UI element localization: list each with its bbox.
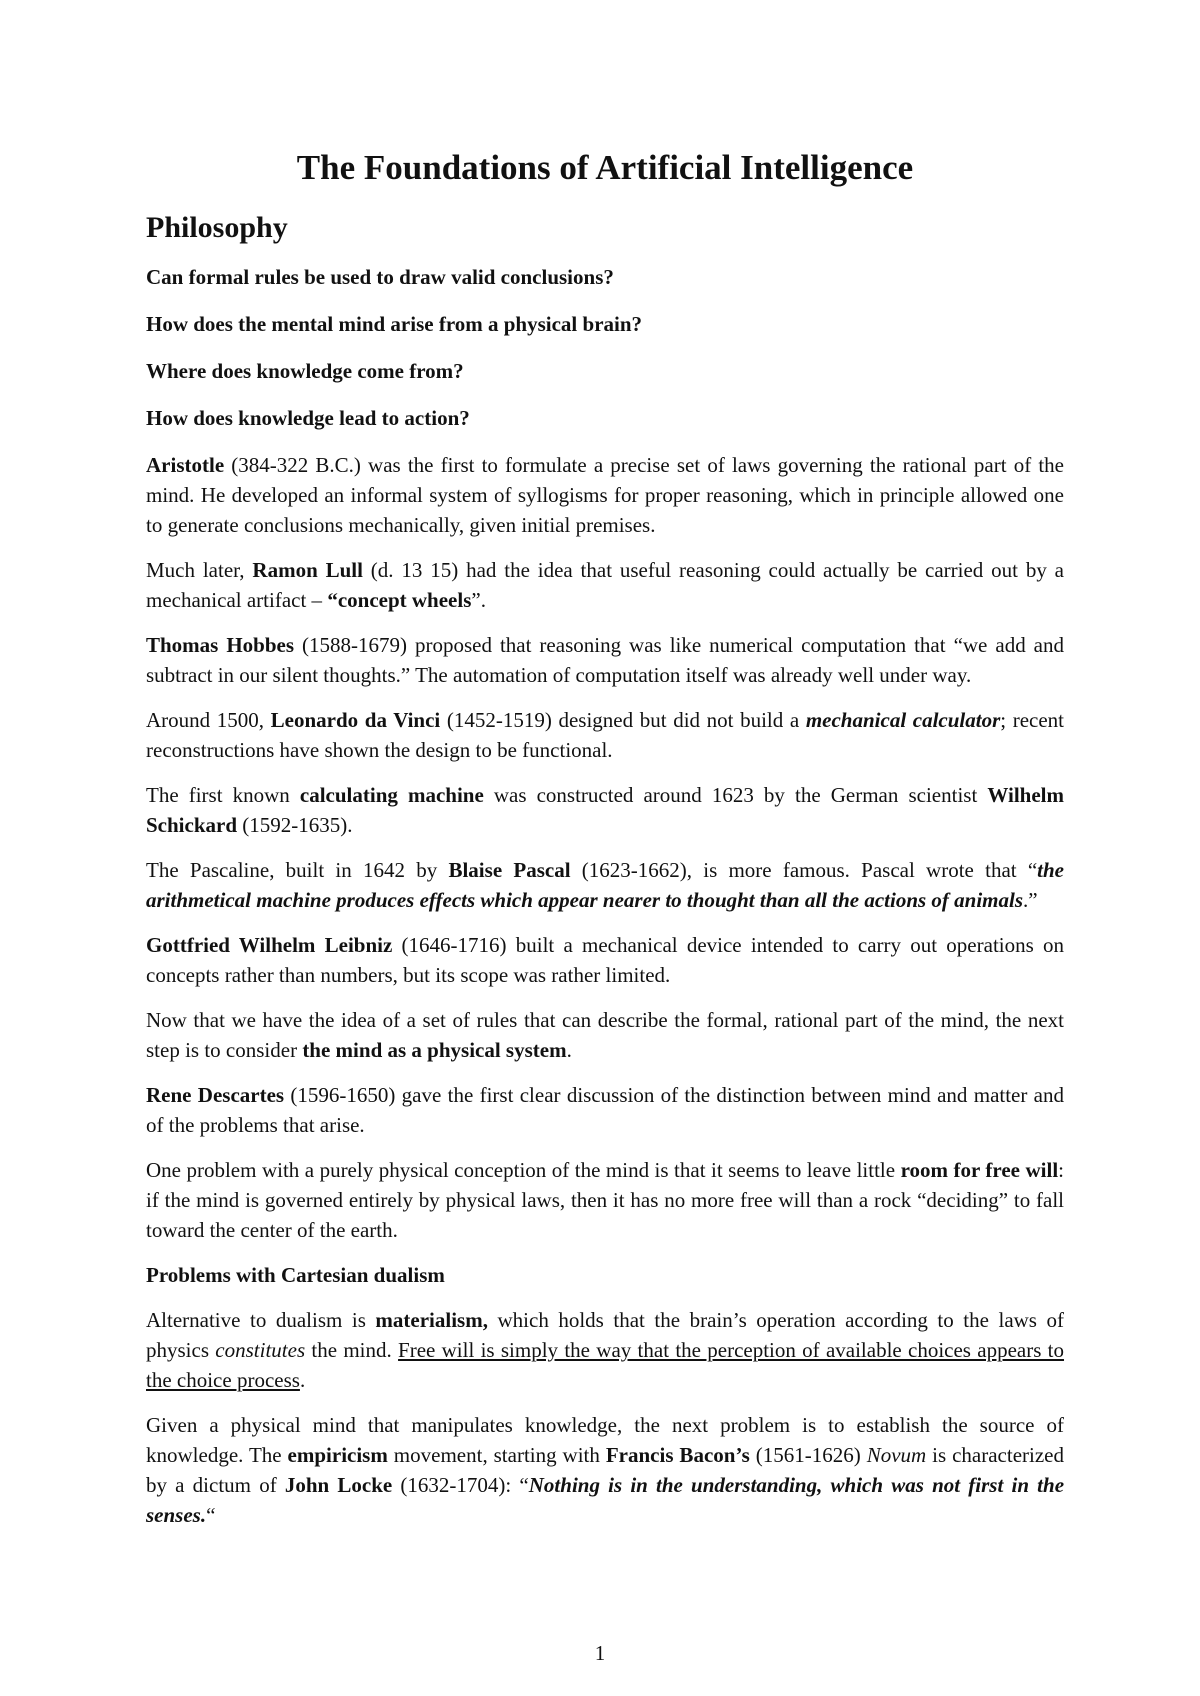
text-segment: (1592-1635).: [237, 813, 353, 837]
text-segment: One problem with a purely physical conception of the mind is that it seems to leave little: [146, 1158, 901, 1182]
text-segment: ; recent reconstructions have shown the design to be functional.: [146, 708, 1065, 762]
paragraph-descartes: [146, 1080, 1064, 1140]
text-segment: Now that we have the idea of a set of rules that can describe the formal, rational part of the mind, the next step is to consider: [146, 1008, 1064, 1062]
text-segment: was constructed around 1623 by the German scientist: [483, 783, 988, 807]
text-segment: (384-322 B.C.) was the first to formulate a precise set of laws governing the rational part of the mind. He developed an informal system of syllogisms for proper reasoning, which in principle allowed one to generate conclusions mechanically, given initial premises.: [146, 453, 1064, 537]
term-materialism: materialism,: [375, 1308, 488, 1332]
text-segment: .: [566, 1038, 572, 1062]
text-segment: movement, starting with: [387, 1443, 606, 1467]
question-2: How does the mental mind arise from a physical brain?: [146, 312, 643, 336]
text-segment: is characterized by a dictum of: [146, 1443, 1064, 1497]
term-constitutes: constitutes: [215, 1338, 306, 1362]
paragraph-lull: [146, 555, 1064, 615]
text-segment: Much later,: [146, 558, 253, 582]
text-segment: (1452-1519) designed but did not build a: [440, 708, 806, 732]
subheading-cartesian-dualism: Problems with Cartesian dualism: [146, 1263, 445, 1287]
term-room-for-free-will: room for free will: [900, 1158, 1059, 1182]
text-segment: (1561-1626): [749, 1443, 867, 1467]
section-heading: Philosophy: [146, 211, 288, 244]
paragraph-empiricism: [146, 1410, 1064, 1530]
question-3: Where does knowledge come from?: [146, 359, 464, 383]
text-segment: The first known: [146, 783, 300, 807]
text-segment: Given a physical mind that manipulates knowledge, the next problem is to establish the source of knowledge. The: [146, 1413, 1064, 1467]
text-segment: “: [206, 1503, 216, 1527]
question-4: How does knowledge lead to action?: [146, 406, 470, 430]
paragraph-aristotle: [146, 450, 1064, 540]
text-segment: Around 1500,: [146, 708, 271, 732]
paragraph-leibniz: [146, 930, 1064, 990]
name-francis-bacon: Francis Bacon’s: [605, 1443, 750, 1467]
text-segment: ”.: [471, 588, 486, 612]
name-john-locke: John Locke: [284, 1473, 393, 1497]
text-segment: : if the mind is governed entirely by physical laws, then it has no more free will than a rock “deciding” to fall toward the center of the earth.: [146, 1158, 1064, 1242]
term-mechanical-calculator: mechanical calculator: [805, 708, 1001, 732]
text-segment: .”: [1023, 888, 1038, 912]
text-segment: the mind.: [305, 1338, 399, 1362]
term-empiricism: empiricism: [287, 1443, 388, 1467]
name-leibniz: Gottfried Wilhelm Leibniz: [146, 933, 393, 957]
name-blaise-pascal: Blaise Pascal: [448, 858, 571, 882]
title-novum: Novum: [866, 1443, 927, 1467]
text-segment: (1646-1716) built a mechanical device intended to carry out operations on concepts rather than numbers, but its scope was rather limited.: [146, 933, 1064, 987]
name-thomas-hobbes: Thomas Hobbes: [146, 633, 295, 657]
text-segment: Alternative to dualism is: [146, 1308, 376, 1332]
name-wilhelm-schickard: Wilhelm Schickard: [146, 783, 1064, 837]
quote-locke: Nothing is in the understanding, which was not first in the senses.: [146, 1473, 1065, 1527]
name-aristotle: Aristotle: [146, 453, 225, 477]
paragraph-free-will: [146, 1155, 1064, 1245]
page-number: 1: [594, 1641, 606, 1665]
document-title: The Foundations of Artificial Intelligence: [296, 148, 914, 187]
text-segment: .: [299, 1368, 306, 1392]
paragraph-schickard: [146, 780, 1064, 840]
document-body: [146, 262, 1064, 1545]
name-ramon-lull: Ramon Lull: [252, 558, 363, 582]
term-mind-physical-system: the mind as a physical system: [302, 1038, 567, 1062]
text-segment: (1632-1704): “: [392, 1473, 529, 1497]
name-leonardo-da-vinci: Leonardo da Vinci: [270, 708, 441, 732]
question-1: Can formal rules be used to draw valid conclusions?: [146, 265, 614, 289]
term-concept-wheels: “concept wheels: [327, 588, 472, 612]
text-segment: (1623-1662), is more famous. Pascal wrote that “: [570, 858, 1038, 882]
text-segment: The Pascaline, built in 1642 by: [146, 858, 449, 882]
paragraph-pascal: [146, 855, 1064, 915]
term-calculating-machine: calculating machine: [299, 783, 484, 807]
paragraph-da-vinci: [146, 705, 1064, 765]
text-segment: (1588-1679) proposed that reasoning was like numerical computation that “we add and subtract in our silent thoughts.” The automation of computation itself was already well under way.: [146, 633, 1064, 687]
text-segment: (d. 13 15) had the idea that useful reasoning could actually be carried out by a mechanical artifact –: [146, 558, 1064, 612]
paragraph-physical-system: [146, 1005, 1064, 1065]
text-segment: (1596-1650) gave the first clear discussion of the distinction between mind and matter and of the problems that arise.: [146, 1083, 1064, 1137]
text-segment: which holds that the brain’s operation according to the laws of physics: [146, 1308, 1064, 1362]
paragraph-materialism: [146, 1305, 1064, 1395]
name-rene-descartes: Rene Descartes: [146, 1083, 285, 1107]
underlined-free-will-definition: Free will is simply the way that the perception of available choices appears to the choice process: [146, 1338, 1065, 1392]
quote-pascal: the arithmetical machine produces effects which appear nearer to thought than all the actions of animals: [146, 858, 1064, 912]
paragraph-hobbes: [146, 630, 1064, 690]
